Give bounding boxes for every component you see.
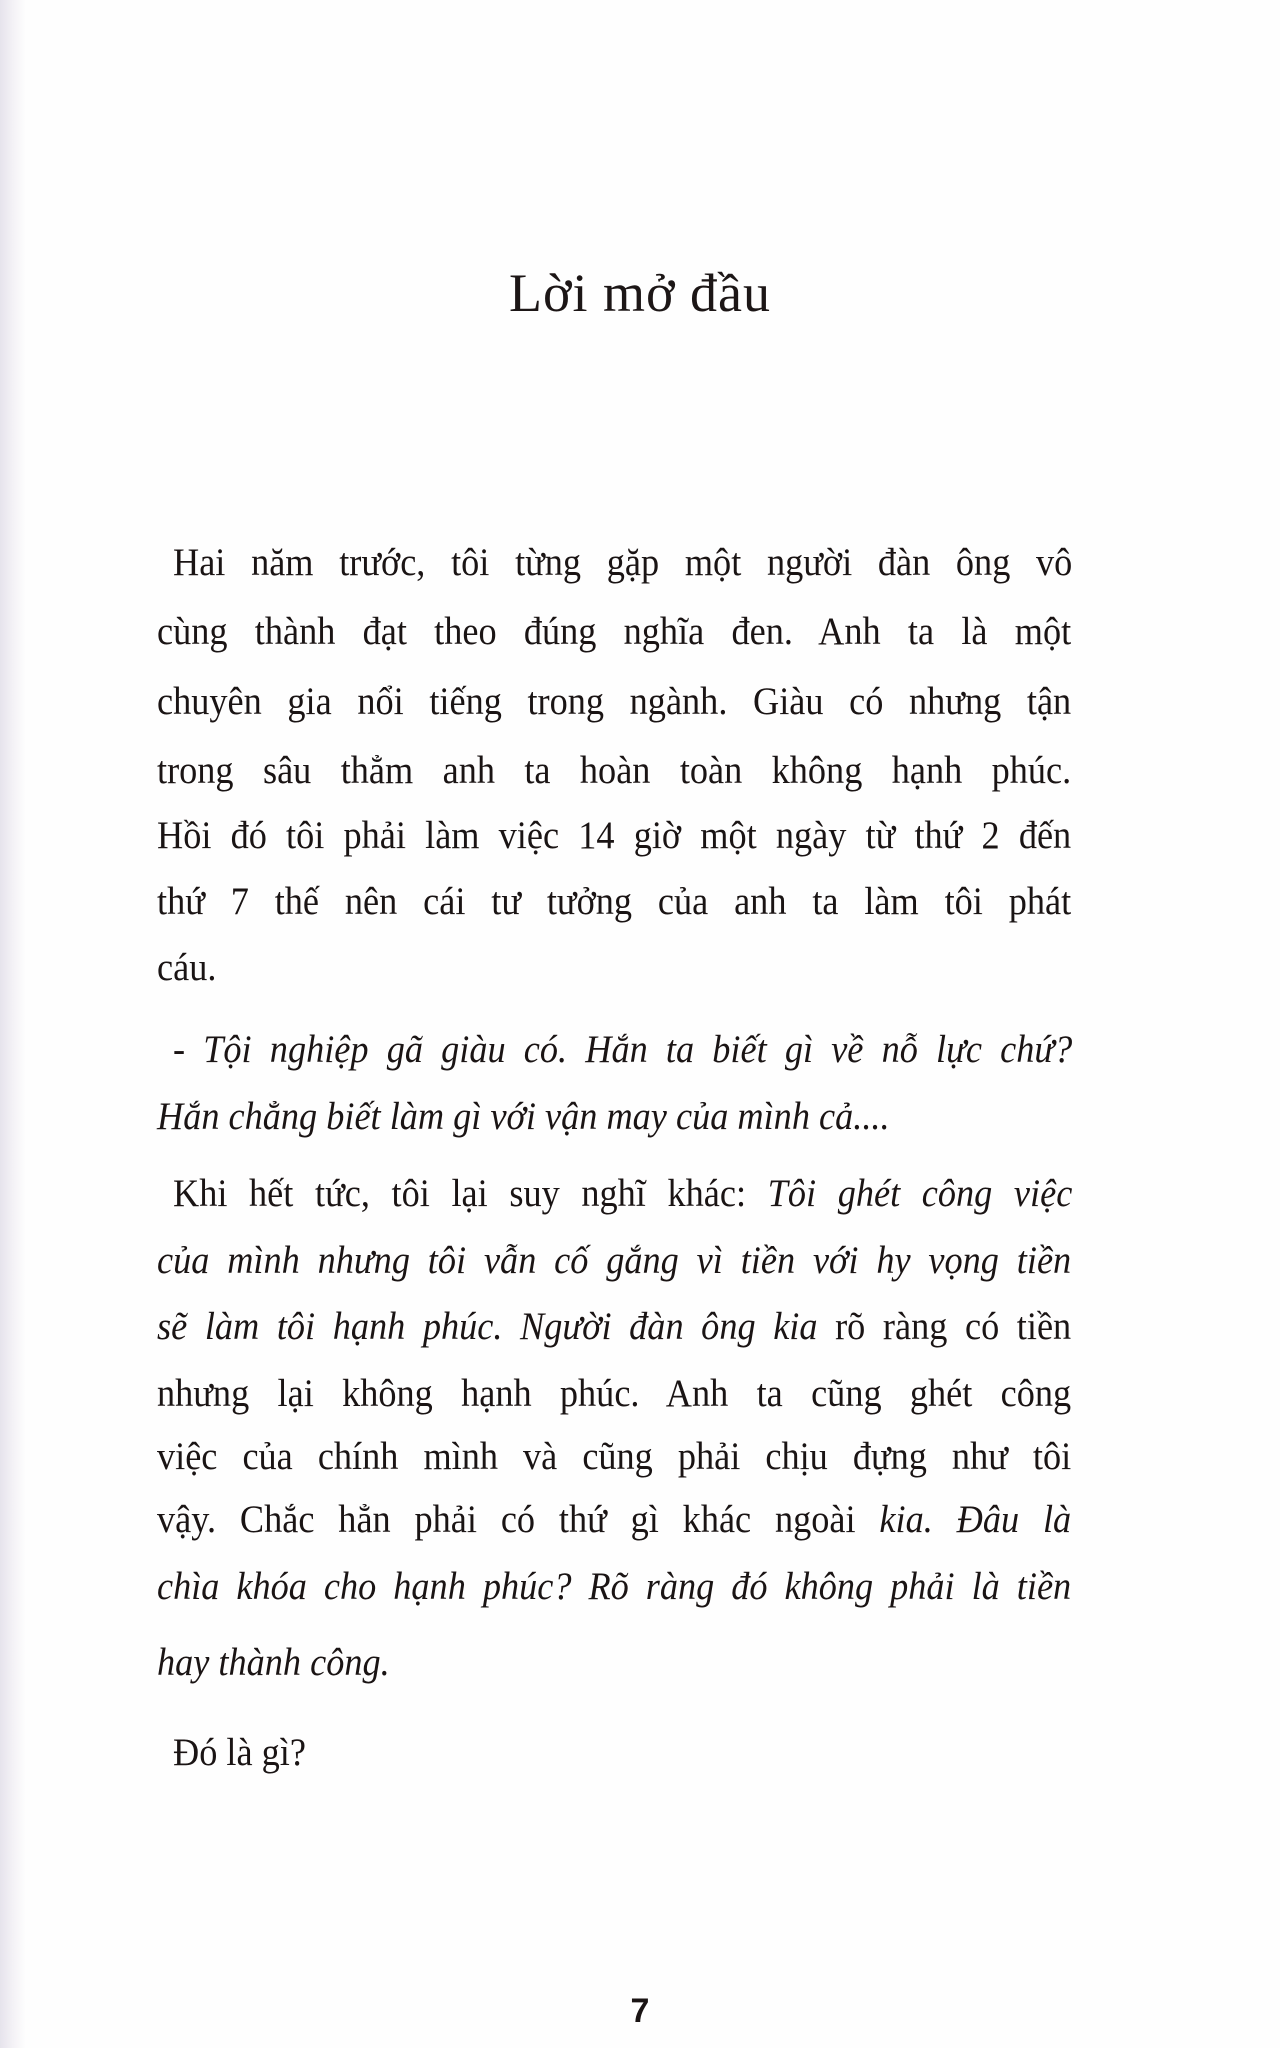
text-line: cùng thành đạt theo đúng nghĩa đen. Anh ta là một <box>157 610 1072 653</box>
text-italic: Tôi ghét công việc <box>767 1172 1073 1215</box>
text-line: cáu. <box>157 946 217 989</box>
text-italic: sẽ làm tôi hạnh phúc. Người đàn ông kia <box>157 1305 818 1348</box>
text-line: trong sâu thẳm anh ta hoàn toàn không hạnh phúc. <box>157 749 1072 792</box>
text-line: nhưng lại không hạnh phúc. Anh ta cũng ghét công <box>157 1372 1072 1415</box>
text-line: việc của chính mình và cũng phải chịu đựng như tôi <box>157 1435 1072 1478</box>
text-line: chìa khóa cho hạnh phúc? Rõ ràng đó không phải là tiền <box>157 1565 1072 1608</box>
text-line <box>157 1495 1071 1545</box>
text-italic: kia. Đâu là <box>879 1498 1072 1541</box>
closing-question: Đó là gì? <box>173 1731 306 1774</box>
text-line <box>157 1302 1071 1352</box>
text-line: chuyên gia nổi tiếng trong ngành. Giàu có nhưng tận <box>157 680 1072 723</box>
page-title: Lời mở đầu <box>508 263 772 323</box>
text-line: Hai năm trước, tôi từng gặp một người đàn ông vô <box>173 541 1073 584</box>
text-line: Hồi đó tôi phải làm việc 14 giờ một ngày từ thứ 2 đến <box>157 814 1072 857</box>
page-number: 7 <box>630 1992 650 2030</box>
text-line: thứ 7 thế nên cái tư tưởng của anh ta làm tôi phát <box>157 880 1072 923</box>
text-normal: vậy. Chắc hẳn phải có thứ gì khác ngoài <box>157 1498 880 1541</box>
text-normal: Khi hết tức, tôi lại suy nghĩ khác: <box>173 1172 768 1215</box>
text-line: hay thành công. <box>157 1641 390 1684</box>
text-normal: rõ ràng có tiền <box>817 1305 1072 1348</box>
text-line: của mình nhưng tôi vẫn cố gắng vì tiền với hy vọng tiền <box>157 1239 1072 1282</box>
quote-line: Hắn chẳng biết làm gì với vận may của mình cả.... <box>157 1095 890 1138</box>
text-line <box>173 1169 1072 1219</box>
quote-line: - Tội nghiệp gã giàu có. Hắn ta biết gì về nỗ lực chứ? <box>173 1028 1073 1071</box>
